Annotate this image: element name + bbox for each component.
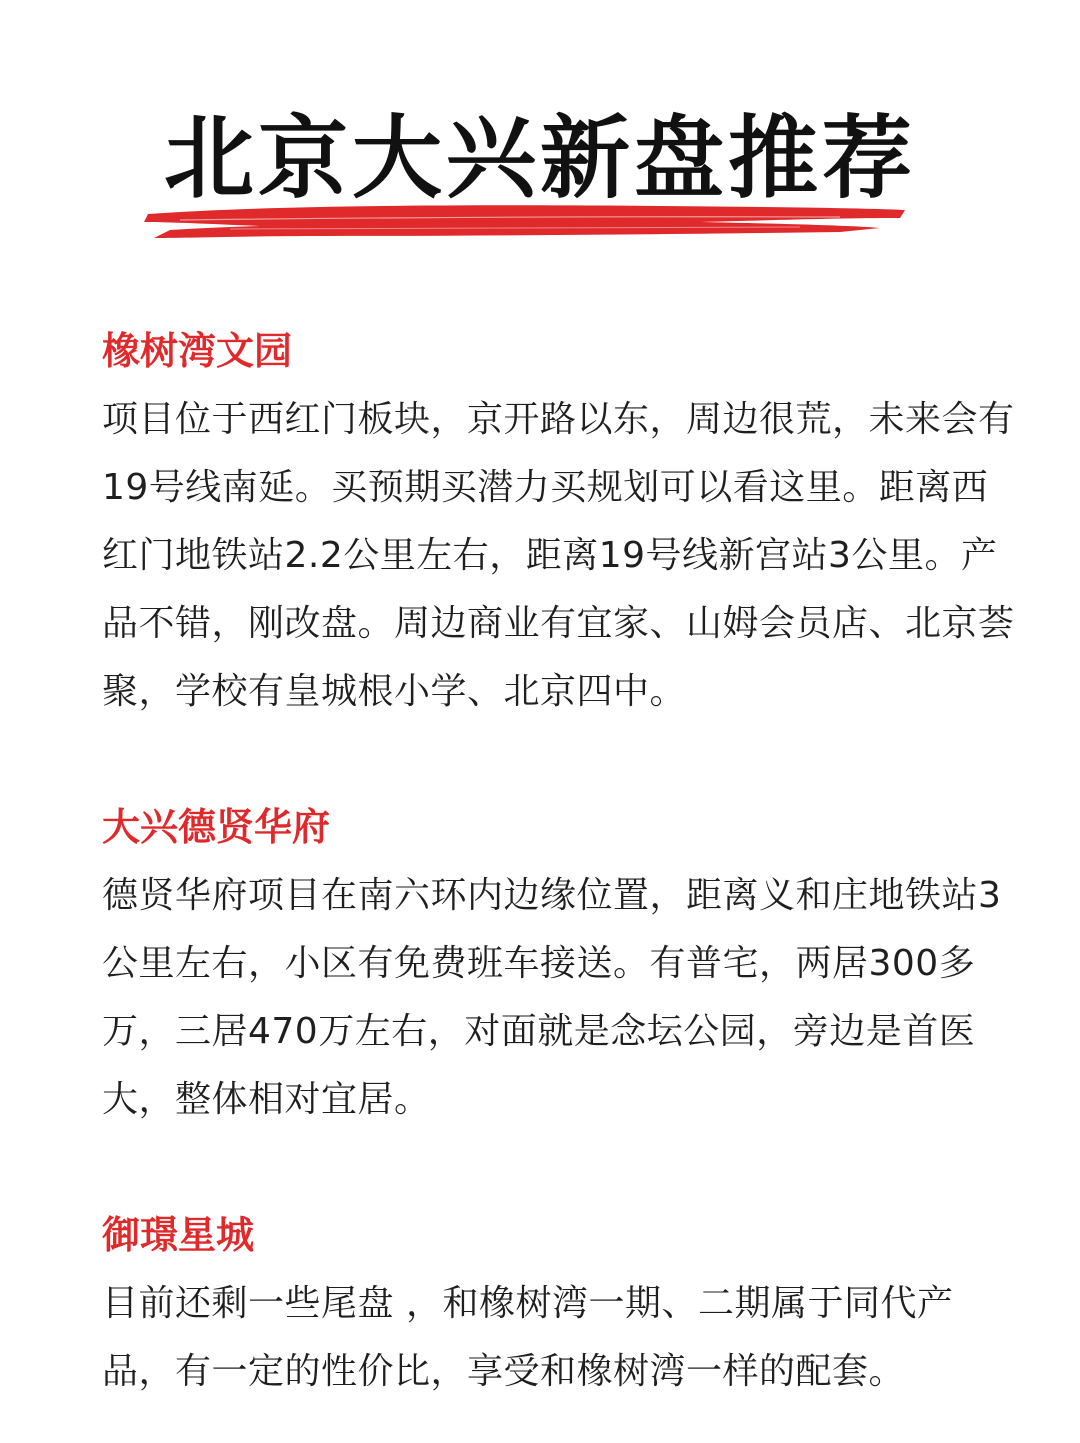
section-title: 橡树湾文园 <box>102 329 293 373</box>
section-body: 德贤华府项目在南六环内边缘位置，距离义和庄地铁站3公里左右，小区有免费班车接送。有普宅，两居300多万，三居470万左右，对面就是念坛公园，旁边是首医大，整体相对宜居。 <box>102 875 1002 1120</box>
section-yujing-xingcheng <box>102 1210 1022 1406</box>
section-body: 项目位于西红门板块，京开路以东，周边很荒，未来会有19号线南延。买预期买潜力买规划可以看这里。距离西红门地铁站2.2公里左右，距离19号线新宫站3公里。产品不错，刚改盘。周边商业有宜家、山姆会员店、北京荟聚，学校有皇城根小学、北京四中。 <box>102 399 1015 712</box>
page-header <box>0 98 1080 248</box>
section-daxing-dexian-huafu <box>102 802 1022 1134</box>
section-title: 御璟星城 <box>102 1213 255 1257</box>
section-body: 目前还剩一些尾盘 ，和橡树湾一期、二期属于同代产品，有一定的性价比，享受和橡树湾一样的配套。 <box>102 1283 954 1392</box>
page-title: 北京大兴新盘推荐 <box>164 106 916 211</box>
section-title: 大兴德贤华府 <box>102 805 331 849</box>
section-xiangshuwan-wenyuan <box>102 326 1022 726</box>
